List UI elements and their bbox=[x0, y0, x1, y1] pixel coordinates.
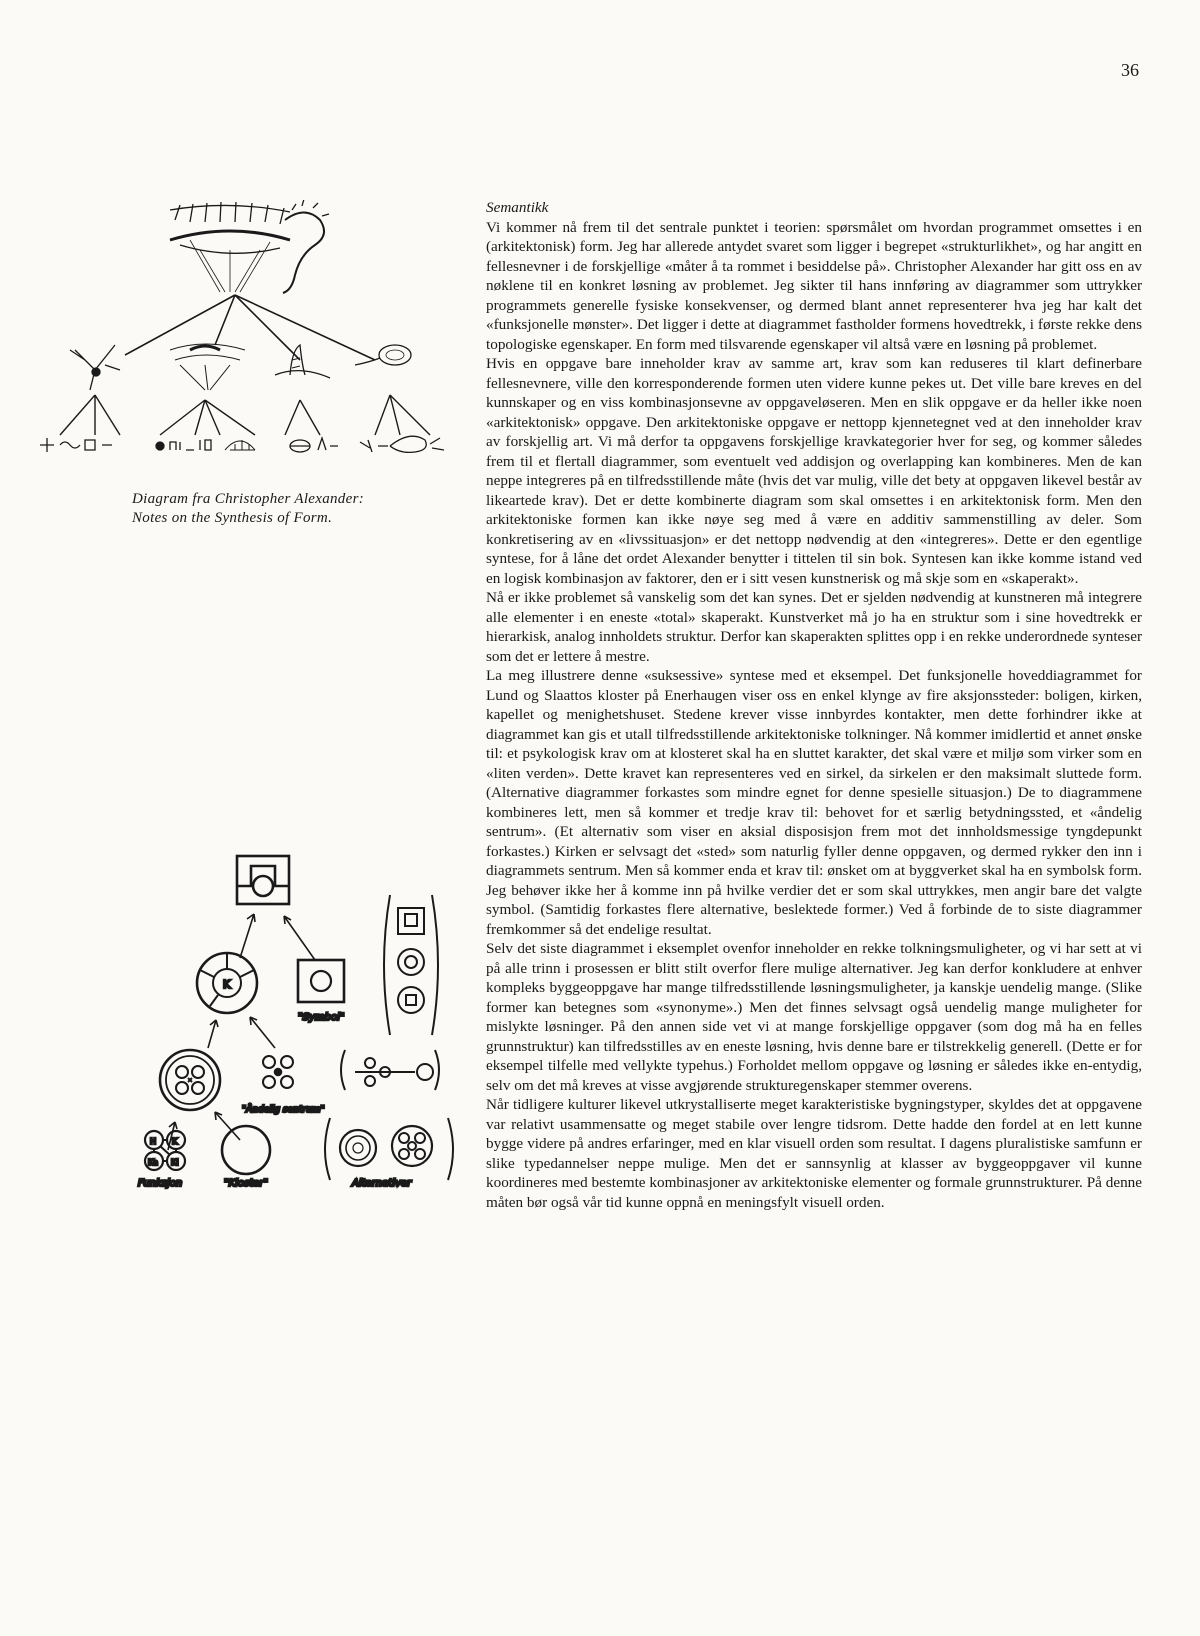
kloster-label: "Kloster" bbox=[224, 1178, 269, 1189]
section-heading: Semantikk bbox=[486, 199, 549, 216]
node-kl-label: Kl bbox=[171, 1158, 179, 1167]
paragraph: Hvis en oppgave bare inneholder krav av samme art, krav som kan reduseres til klart definerbare fellesnevnere, ville den korresponderende formen uten videre kunne pekes ut. Det ville bare kreves en del kunnskaper og en viss kombinasjonsevne av oppgaveløseren. Men en slik oppgave er da heller ikke noen «arkitektonisk» oppgave. Den arkitektoniske oppgave er nettopp kjennetegnet ved at den inneholder krav av forskjellig art. Vi må derfor ta oppgavens forskjellige kravkategorier hver for seg, og kommer således frem til et flertall diagrammer, som eventuelt ved addisjon og overlapping kan kombineres. Men de kan neppe integreres på en tilfredsstillende måte (hvis det var mulig, ville det bety at oppgaven likevel består av likeartede krav). Det er dette kombinerte diagram som skal omsettes i en arkitektonisk form. Men den arkitektoniske formen kan ikke nøye seg med å være en additiv sammenstilling av deler. Som konkretisering av en «livssituasjon» er det nettopp nødvendig at den «integreres». Dette er den egentlige syntese, for å låne det ordet Alexander benytter i tittelen til sin bok. Syntesen kan ikke komme istand ved en logisk kombinasjon av faktorer, den er i sitt vesen kunstnerisk og må skje som en «skaperakt». bbox=[486, 355, 1142, 587]
caption-line-1: Diagram fra Christopher Alexander: bbox=[132, 491, 364, 507]
paragraph: Nå er ikke problemet så vanskelig som det kan synes. Det er sjelden nødvendig at kunstneren må integrere alle elementer i en eneste «total» skaperakt. Kunstverket må jo ha en struktur som i sine hovedtrekk er hierarkisk, analog innholdets struktur. Derfor kan skaperakten splittes opp i en rekke underordnede synteser som det er lettere å mestre. bbox=[486, 589, 1142, 665]
node-k-label: K bbox=[223, 978, 231, 991]
paragraph: Vi kommer nå frem til det sentrale punktet i teorien: spørsmålet om hvordan programmet omsettes i en (arkitektonisk) form. Jeg har allerede antydet svaret som ligger i begrepet «strukturlikhet», og har angitt en fellesnevner i de forskjellige «måter å ta rommet i besiddelse på». Christopher Alexander har gitt oss en av nøklene til en konkret løsning av problemet. Jeg sikter til hans innføring av diagrammer som uttrykker programmets generelle fysiske konsekvenser, og dermed blant annet representerer hva jeg har kalt det «funksjonelle mønster». Det ligger i dette at diagrammet fastholder formens hovedtrekk, i første rekke dens topologiske egenskaper. En form med tilsvarende egenskaper vil altså være en løsning på problemet. bbox=[486, 218, 1142, 353]
kloster-circle bbox=[222, 1126, 270, 1174]
caption-line-2: Notes on the Synthesis of Form. bbox=[132, 510, 333, 526]
monastery-diagram bbox=[130, 850, 470, 1190]
article-body bbox=[486, 198, 1142, 1212]
node-h-label: H bbox=[150, 1137, 157, 1146]
sentrum-label: "Åndelig sentrum" bbox=[242, 1105, 325, 1115]
figure-caption bbox=[132, 490, 432, 528]
paragraph: Selv det siste diagrammet i eksemplet ovenfor inneholder en rekke tolkningsmuligheter, og vi har sett at vi på alle trinn i prosessen er blitt stilt overfor flere mulige alternativer. Jeg kan derfor konkludere at enhver kompleks byggeoppgave har mange tilfredsstillende løsningsmuligheter, ja kanskje uendelig mange. (Slike former kan betegnes som «synonyme».) Men det finnes selvsagt også uendelig mange muligheter for mislykte løsninger. På den annen side vet vi at mange forskjellige oppgaver (som dog må ha en felles grunnstruktur) kan tilfredsstilles av en eneste løsning, hvis denne bare er tilstrekkelig generell. (Dette er for eksempel tilfelle med vellykte typehus.) Forholdet mellom oppgave og løsning er således ikke en-entydig, selv om det må kreves at visse avgjørende strukturegenskaper stemmer overens. bbox=[486, 940, 1142, 1094]
alternativer-label: Alternativer bbox=[352, 1178, 412, 1189]
funksjon-label: Funksjon bbox=[138, 1178, 183, 1189]
node-k2-label: K bbox=[172, 1137, 178, 1146]
paragraph: Når tidligere kulturer likevel utkrystalliserte meget karakteristiske bygningstyper, skyldes det at oppgavene var relativt usammensatte og meget stabile over lengre tidsrom. Dette hadde den fordel at en lett kunne bygge videre på andres erfaringer, med en klar visuell orden som resultat. I dagens pluralistiske samfunn er slike typedannelser neppe mulige. Men det er sannsynlig at klasser av byggeoppgaver vil kunne koordineres med bestemte kombinasjoner av arkitektoniske elementer og formale grunnstrukturer. På denne måten bør også vår tid kunne oppnå en meningsfylt visuell orden. bbox=[486, 1096, 1142, 1211]
paragraph: La meg illustrere denne «suksessive» syntese med et eksempel. Det funksjonelle hoveddiagrammet for Lund og Slaattos kloster på Enerhaugen viser oss en enkel klynge av fire aksjonssteder: boligen, kirken, kapellet og menighetshuset. Stedene krever visse innbyrdes kontakter, men dette forhindrer ikke at diagrammet kan gis et utall tilfredsstillende arkitektoniske tolkninger. Nå kommer imidlertid et annet ønske til: et psykologisk krav om at klosteret skal ha en sluttet karakter, det skal være et miljø som virker som en «liten verden». Dette kravet kan representeres ved en sirkel, da sirkelen er den maksimalt sluttede form. (Alternative diagrammer forkastes som mindre egnet for denne spesielle situasjon.) De to diagrammene kombineres lett, men så kommer et tredje krav til: behovet for et særlig betydningssted, et «åndelig sentrum». (Et alternativ som viser en aksial disposisjon frem mot det innholdsmessige tyngdepunkt forkastes.) Kirken er selvsagt det «sted» som naturlig fyller denne oppgaven, og dermed rykker den inn i diagrammets sentrum. Men så kommer enda et krav til: ønsket om at byggverket skal ha en symbolsk form. Jeg behøver ikke her å komme inn på hvilke verdier det er som skal uttrykkes, men angir bare det valgte symbol. (Samtidig forkastes flere alternative, beslektede former.) Ved å forbinde de to siste diagrammer fremkommer så det endelige resultat. bbox=[486, 667, 1142, 938]
node-ka-label: Ka bbox=[148, 1158, 159, 1167]
page-number: 36 bbox=[1121, 60, 1139, 80]
symbol-shape bbox=[298, 960, 344, 1002]
alexander-tree-diagram bbox=[30, 200, 470, 480]
symbol-label: "Symbol" bbox=[298, 1012, 345, 1023]
